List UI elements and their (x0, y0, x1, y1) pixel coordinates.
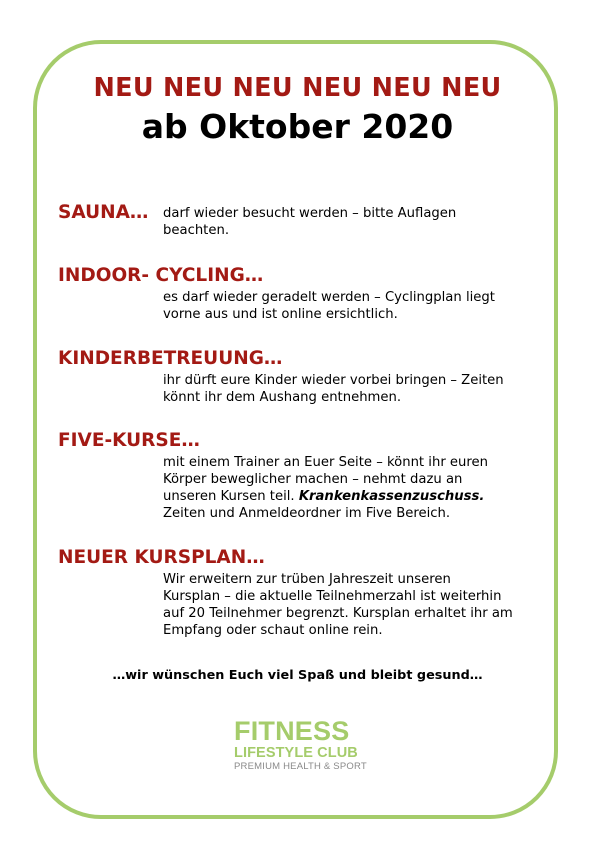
section-text-sauna-line2: beachten. (163, 223, 230, 238)
section-body-neuer-kursplan (163, 571, 513, 639)
section-title-indoor-cycling: INDOOR- CYCLING… (58, 265, 264, 286)
section-text-line: Zeiten und Anmeldeordner im Five Bereich. (163, 506, 451, 521)
section-text-line: Empfang oder schaut online rein. (163, 623, 383, 638)
section-text-line: mit einem Trainer an Euer Seite – könnt ihr euren (163, 455, 489, 470)
section-body-sauna (163, 222, 229, 239)
section-text-line: es darf wieder geradelt werden – Cyclingplan liegt (163, 290, 495, 305)
closing-message: …wir wünschen Euch viel Spaß und bleibt gesund… (112, 668, 483, 683)
section-text-line: Körper beweglicher machen – nehmt dazu an (163, 472, 463, 487)
section-text-line: auf 20 Teilnehmer begrenzt. Kursplan erhaltet ihr am (163, 606, 513, 621)
section-body-indoor-cycling (163, 289, 495, 323)
fitness-lifestyle-club-logo (234, 718, 384, 773)
logo-wordmark-fitness: FITNESS (234, 716, 350, 746)
section-text-line: vorne aus und ist online ersichtlich. (163, 307, 398, 322)
logo-tagline: PREMIUM HEALTH & SPORT (234, 761, 367, 772)
section-title-kinderbetreuung: KINDERBETREUUNG… (58, 348, 283, 369)
section-title-neuer-kursplan: NEUER KURSPLAN… (58, 547, 265, 568)
logo-wordmark-lifestyle-club: LIFESTYLE CLUB (234, 745, 358, 761)
subheadline: ab Oktober 2020 (141, 107, 454, 146)
section-body-kinderbetreuung (163, 372, 504, 406)
section-text-line: Wir erweitern zur trüben Jahreszeit unseren (163, 572, 451, 587)
section-body-five-kurse (163, 454, 488, 522)
section-text-line: Kursplan – die aktuelle Teilnehmerzahl ist weiterhin (163, 589, 502, 604)
section-text-line: könnt ihr dem Aushang entnehmen. (163, 390, 402, 405)
headline: NEU NEU NEU NEU NEU NEU (93, 73, 502, 103)
emphasis-text: Krankenkassenzuschuss. (298, 489, 485, 504)
section-title-sauna: SAUNA… (58, 202, 149, 223)
section-text-segment: unseren Kursen teil. (163, 489, 295, 504)
section-text-sauna-line1: darf wieder besucht werden – bitte Auflagen (163, 206, 457, 221)
section-text-line: ihr dürft eure Kinder wieder vorbei bringen – Zeiten (163, 373, 504, 388)
section-title-five-kurse: FIVE-KURSE… (58, 430, 200, 451)
section-text-line (163, 488, 488, 505)
